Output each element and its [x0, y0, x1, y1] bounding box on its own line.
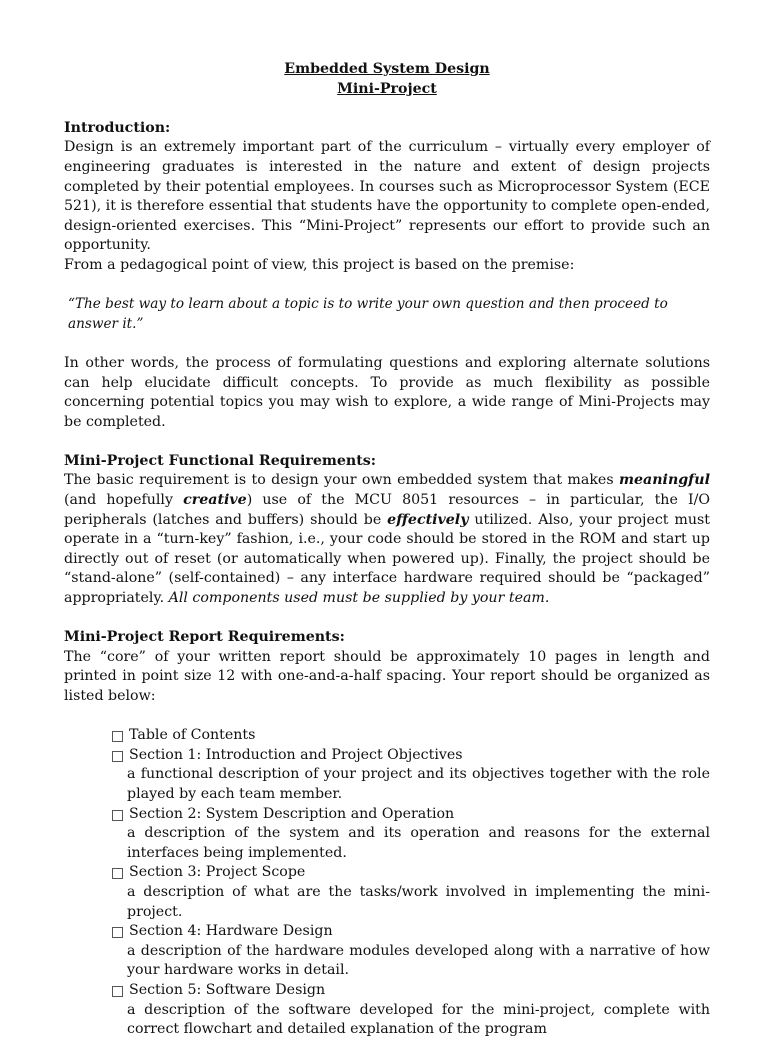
other-words-paragraph: In other words, the process of formulating questions and exploring alternate solutions can help elucidate difficult concepts. To provide as much flexibility as possible concerning potential topics you may wish to explore, a wide range of Mini-Projects may be completed.: [64, 354, 710, 430]
introduction-paragraph: Design is an extremely important part of the curriculum – virtually every employer of engineering graduates is interested in the nature and extent of design projects completed by their potential employees. In courses such as Microprocessor System (ECE 521), it is therefore essential that students have the opportunity to complete open-ended, design-oriented exercises. This “Mini-Project” represents our effort to provide such an opportunity.: [64, 139, 710, 254]
report-heading: Mini-Project Report Requirements:: [64, 629, 345, 646]
functional-text-2: (and hopefully: [64, 492, 184, 509]
list-item: [112, 726, 710, 746]
functional-text-1: The basic requirement is to design your own embedded system that makes: [64, 472, 620, 489]
functional-paragraph: [64, 471, 710, 608]
introduction-heading: Introduction:: [64, 119, 171, 136]
list-item: [112, 922, 710, 981]
premise-sentence: From a pedagogical point of view, this project is based on the premise:: [64, 256, 575, 273]
list-item: [112, 981, 710, 1040]
list-item-label: Table of Contents: [129, 727, 256, 744]
functional-text-3: ) use of the MCU 8051 resources – in particular, the I/O peripherals (latches and buffers) should be: [64, 492, 710, 528]
list-item-label: Section 3: Project Scope: [129, 864, 306, 881]
list-item-description: a description of the system and its operation and reasons for the external interfaces being implemented.: [127, 825, 710, 861]
emphasis-effectively: effectively: [387, 511, 469, 528]
checkbox-glyph-icon: [112, 986, 123, 997]
checkbox-glyph-icon: [112, 927, 123, 938]
components-note: All components used must be supplied by your team.: [168, 590, 550, 607]
emphasis-creative: creative: [183, 492, 247, 509]
list-item-description: a description of what are the tasks/work involved in implementing the mini-project.: [127, 883, 710, 920]
checkbox-glyph-icon: [112, 868, 123, 879]
emphasis-meaningful: meaningful: [619, 472, 710, 489]
list-item-description: a description of the hardware modules developed along with a narrative of how your hardware works in detail.: [127, 942, 710, 979]
list-item-label: Section 1: Introduction and Project Objectives: [129, 746, 463, 763]
list-item: [112, 805, 710, 864]
list-item-description: a functional description of your project and its objectives together with the role played by each team member.: [127, 766, 710, 802]
list-item-label: Section 5: Software Design: [129, 981, 326, 998]
document-subtitle: Mini-Project: [337, 80, 437, 97]
document-page: [64, 60, 710, 1040]
list-item: [112, 863, 710, 922]
functional-text-4: utilized. Also, your project must operate in a “turn-key” fashion, i.e., your code should be stored in the ROM and start up directly out of reset (or automatically when powered up). Finally, the project should be “stand-alone” (self-contained) – any interface hardware required should be “packaged” appropriately.: [64, 511, 710, 607]
report-section-list: [64, 726, 710, 1040]
list-item-label: Section 4: Hardware Design: [129, 923, 333, 940]
checkbox-glyph-icon: [112, 751, 123, 762]
report-intro: The “core” of your written report should be approximately 10 pages in length and printed in point size 12 with one-and-a-half spacing. Your report should be organized as listed below:: [64, 648, 710, 704]
checkbox-glyph-icon: [112, 810, 123, 821]
list-item-label: Section 2: System Description and Operation: [129, 805, 455, 822]
list-item: [112, 746, 710, 805]
functional-heading: Mini-Project Functional Requirements:: [64, 452, 376, 469]
list-item-description: a description of the software developed for the mini-project, complete with correct flowchart and detailed explanation of the program: [127, 1001, 710, 1038]
checkbox-glyph-icon: [112, 731, 123, 742]
premise-quote: “The best way to learn about a topic is to write your own question and then proceed to answer it.”: [68, 296, 668, 332]
document-title: Embedded System Design: [284, 61, 490, 77]
